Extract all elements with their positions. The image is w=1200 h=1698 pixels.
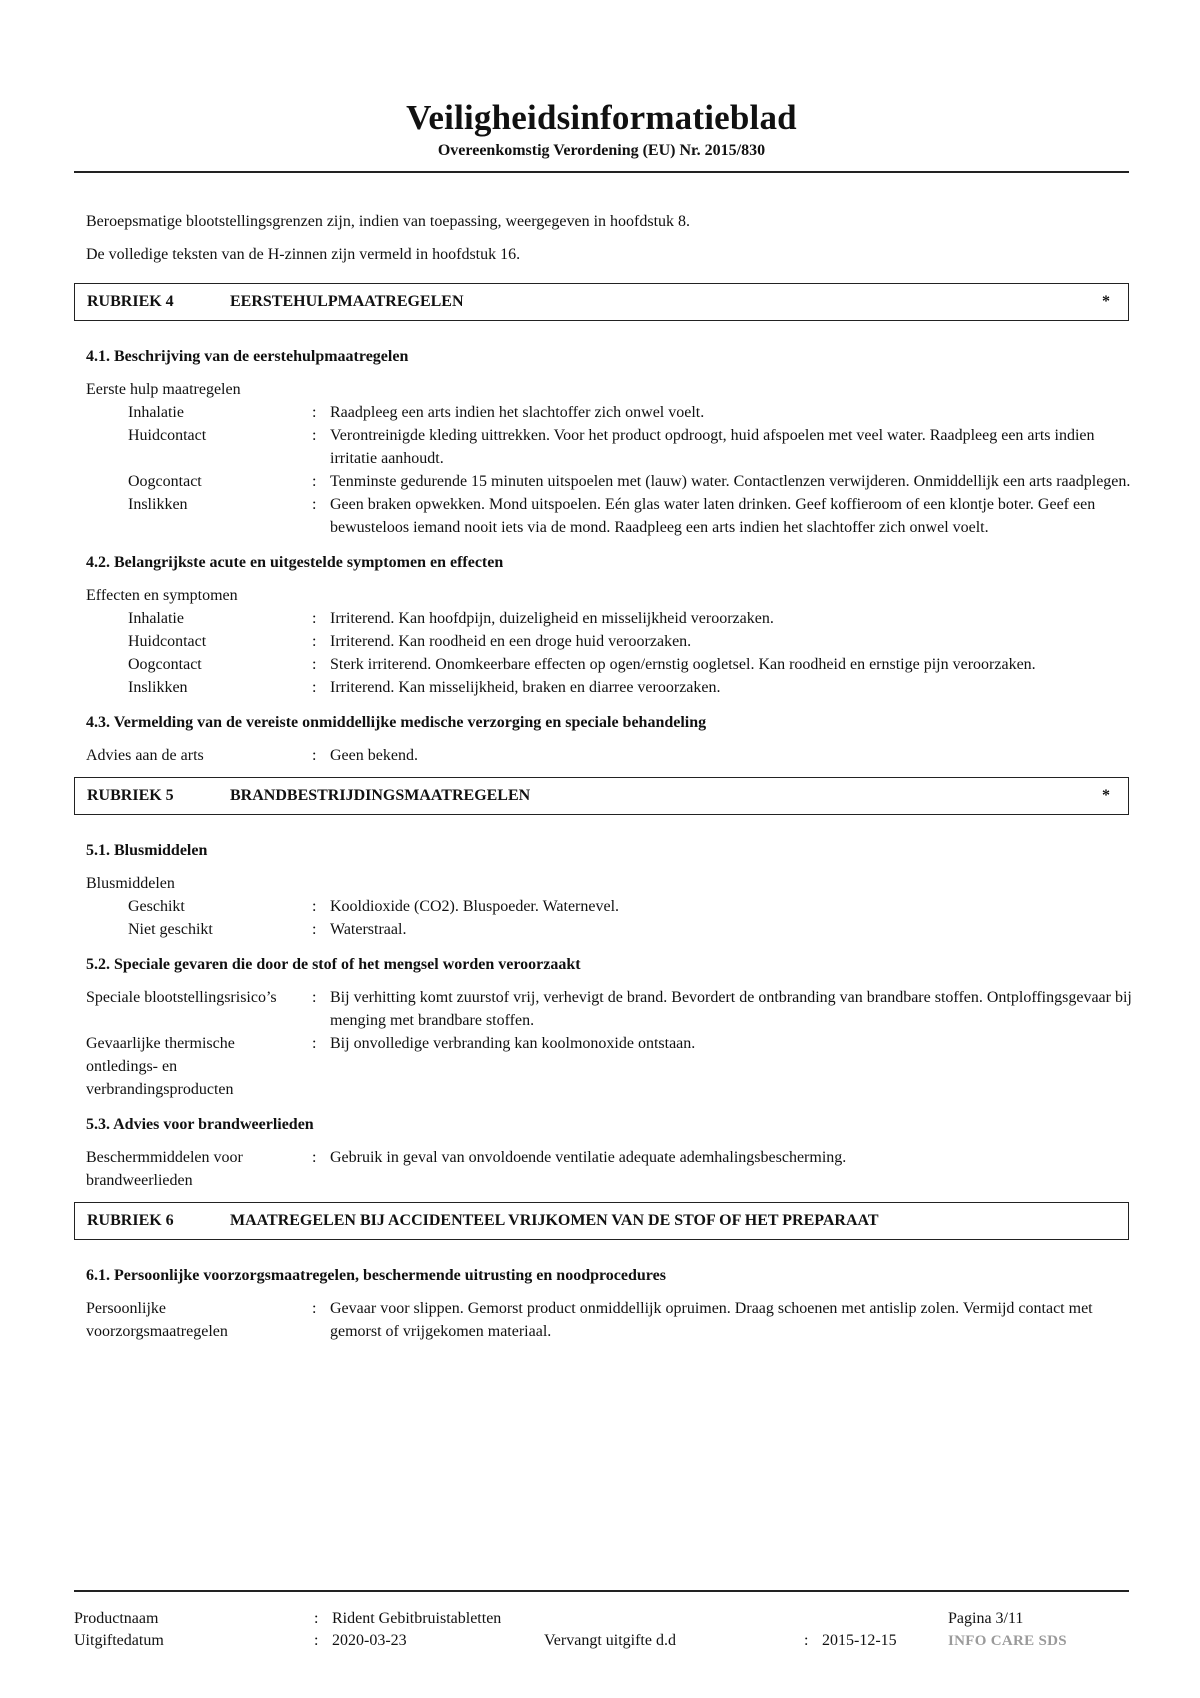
footer-row-product: [74, 1608, 1129, 1630]
field-label: Gevaarlijke thermische ontledings- en verbrandingsproducten: [86, 1035, 235, 1098]
footer-replaces-value: 2015-12-15: [822, 1632, 897, 1649]
field-colon: :: [312, 1035, 317, 1052]
document-title: Veiligheidsinformatieblad: [406, 98, 797, 137]
field-label: Advies aan de arts: [86, 747, 204, 764]
field-label: Geschikt: [128, 898, 185, 915]
footer-replaces-label: Vervangt uitgifte d.d: [544, 1632, 676, 1649]
section-header-rubriek-5: [74, 777, 1129, 815]
field-row: [86, 918, 1136, 941]
field-row: [86, 607, 1136, 630]
revision-marker: *: [1102, 293, 1110, 310]
field-colon: :: [312, 610, 317, 627]
field-value: Waterstraal.: [330, 921, 407, 938]
field-value: Geen braken opwekken. Mond uitspoelen. Eén glas water laten drinken. Geef koffieroom of een klontje boter. Geef een bewusteloos iemand nooit iets via de mond. Raadpleeg een arts indien het slachtoffer zich onwel voelt.: [330, 496, 1096, 536]
hazards-block: [86, 986, 1136, 1101]
subsection-heading: 4.2. Belangrijkste acute en uitgestelde symptomen en effecten: [86, 554, 504, 571]
field-value: Bij onvolledige verbranding kan koolmonoxide ontstaan.: [330, 1035, 696, 1052]
field-colon: :: [312, 1300, 317, 1317]
footer-divider: [74, 1590, 1129, 1592]
group-label: Eerste hulp maatregelen: [86, 381, 241, 398]
field-row: [86, 895, 1136, 918]
field-colon: :: [312, 633, 317, 650]
section-number: RUBRIEK 5: [87, 787, 174, 804]
field-colon: :: [312, 747, 317, 764]
field-value: Verontreinigde kleding uittrekken. Voor het product opdroogt, huid afspoelen met veel water. Raadpleeg een arts indien irritatie aanhoudt.: [330, 427, 1095, 467]
field-value: Raadpleeg een arts indien het slachtoffer zich onwel voelt.: [330, 404, 705, 421]
subsection-heading: 4.1. Beschrijving van de eerstehulpmaatregelen: [86, 348, 409, 365]
section-title: EERSTEHULPMAATREGELEN: [230, 293, 464, 310]
footer-row-date: [74, 1630, 1129, 1652]
footer-date-label: Uitgiftedatum: [74, 1632, 164, 1649]
field-colon: :: [312, 427, 317, 444]
section-title: MAATREGELEN BIJ ACCIDENTEEL VRIJKOMEN VAN DE STOF OF HET PREPARAAT: [230, 1212, 879, 1229]
field-row: [86, 1297, 1136, 1343]
field-row: [86, 470, 1136, 493]
field-row: [86, 1032, 1136, 1101]
field-label: Oogcontact: [128, 473, 202, 490]
field-label: Beschermmiddelen voor brandweerlieden: [86, 1149, 243, 1189]
field-label: Speciale blootstellingsrisico’s: [86, 989, 277, 1006]
subsection-heading: 5.2. Speciale gevaren die door de stof of het mengsel worden veroorzaakt: [86, 956, 581, 973]
symptoms-block: [86, 584, 1136, 699]
page-footer: [74, 1608, 1129, 1652]
field-value: Irriterend. Kan roodheid en een droge huid veroorzaken.: [330, 633, 692, 650]
field-colon: :: [312, 989, 317, 1006]
field-value: Sterk irriterend. Onomkeerbare effecten op ogen/ernstig oogletsel. Kan roodheid en ernstige pijn veroorzaken.: [330, 656, 1036, 673]
field-row: [86, 401, 1136, 424]
footer-product-value: Rident Gebitbruistabletten: [332, 1610, 502, 1627]
revision-marker: *: [1102, 787, 1110, 804]
subsection-heading: 4.3. Vermelding van de vereiste onmiddellijke medische verzorging en speciale behandeling: [86, 714, 707, 731]
first-aid-block: [86, 378, 1136, 539]
field-colon: :: [312, 496, 317, 513]
field-colon: :: [312, 656, 317, 673]
section-number: RUBRIEK 6: [87, 1212, 174, 1229]
field-value: Irriterend. Kan hoofdpijn, duizeligheid en misselijkheid veroorzaken.: [330, 610, 774, 627]
section-title: BRANDBESTRIJDINGSMAATREGELEN: [230, 787, 531, 804]
field-row: [86, 676, 1136, 699]
document-body: [86, 210, 1136, 1343]
field-value: Irriterend. Kan misselijkheid, braken en diarree veroorzaken.: [330, 679, 721, 696]
intro-paragraph: Beroepsmatige blootstellingsgrenzen zijn, indien van toepassing, weergegeven in hoofdstuk 8.: [86, 213, 691, 230]
document-subtitle: Overeenkomstig Verordening (EU) Nr. 2015/830: [437, 142, 766, 159]
field-label: Oogcontact: [128, 656, 202, 673]
field-label: Inhalatie: [128, 610, 184, 627]
footer-colon: :: [314, 1610, 319, 1627]
field-colon: :: [312, 679, 317, 696]
field-colon: :: [312, 404, 317, 421]
subsection-heading: 6.1. Persoonlijke voorzorgsmaatregelen, beschermende uitrusting en noodprocedures: [86, 1267, 666, 1284]
field-value: Gevaar voor slippen. Gemorst product onmiddellijk opruimen. Draag schoenen met antislip zolen. Vermijd contact met gemorst of vrijgekomen materiaal.: [330, 1300, 1093, 1340]
field-label: Persoonlijke voorzorgsmaatregelen: [86, 1300, 228, 1340]
footer-colon: :: [804, 1632, 809, 1649]
field-value: Bij verhitting komt zuurstof vrij, verhevigt de brand. Bevordert de ontbranding van brandbare stoffen. Ontploffingsgevaar bij menging met brandbare stoffen.: [330, 989, 1132, 1029]
footer-product-label: Productnaam: [74, 1610, 159, 1627]
group-label: Effecten en symptomen: [86, 587, 238, 604]
field-row: [86, 744, 1136, 767]
field-colon: :: [312, 921, 317, 938]
field-value: Tenminste gedurende 15 minuten uitspoelen met (lauw) water. Contactlenzen verwijderen. Onmiddellijk een arts raadplegen.: [330, 473, 1131, 490]
section-header-rubriek-6: [74, 1202, 1129, 1240]
footer-colon: :: [314, 1632, 319, 1649]
field-row: [86, 630, 1136, 653]
page-number: Pagina 3/11: [948, 1610, 1024, 1627]
field-value: Kooldioxide (CO2). Bluspoeder. Waternevel.: [330, 898, 620, 915]
document-header: [74, 96, 1129, 161]
field-row: [86, 493, 1136, 539]
field-row: [86, 1146, 1136, 1192]
subsection-heading: 5.3. Advies voor brandweerlieden: [86, 1116, 314, 1133]
section-header-rubriek-4: [74, 283, 1129, 321]
intro-paragraph: De volledige teksten van de H-zinnen zijn vermeld in hoofdstuk 16.: [86, 246, 521, 263]
field-colon: :: [312, 898, 317, 915]
field-label: Inslikken: [128, 679, 188, 696]
field-row: [86, 653, 1136, 676]
group-label: Blusmiddelen: [86, 875, 175, 892]
extinguishing-block: [86, 872, 1136, 941]
footer-date-value: 2020-03-23: [332, 1632, 407, 1649]
field-label: Niet geschikt: [128, 921, 213, 938]
field-value: Geen bekend.: [330, 747, 418, 764]
section-number: RUBRIEK 4: [87, 293, 174, 310]
field-value: Gebruik in geval van onvoldoende ventilatie adequate ademhalingsbescherming.: [330, 1149, 847, 1166]
field-label: Huidcontact: [128, 427, 207, 444]
field-label: Inslikken: [128, 496, 188, 513]
field-colon: :: [312, 1149, 317, 1166]
subsection-heading: 5.1. Blusmiddelen: [86, 842, 208, 859]
field-row: [86, 986, 1136, 1032]
field-label: Huidcontact: [128, 633, 207, 650]
field-colon: :: [312, 473, 317, 490]
field-row: [86, 424, 1136, 470]
header-divider: [74, 171, 1129, 173]
field-label: Inhalatie: [128, 404, 184, 421]
brand-label: INFO CARE SDS: [948, 1633, 1067, 1649]
